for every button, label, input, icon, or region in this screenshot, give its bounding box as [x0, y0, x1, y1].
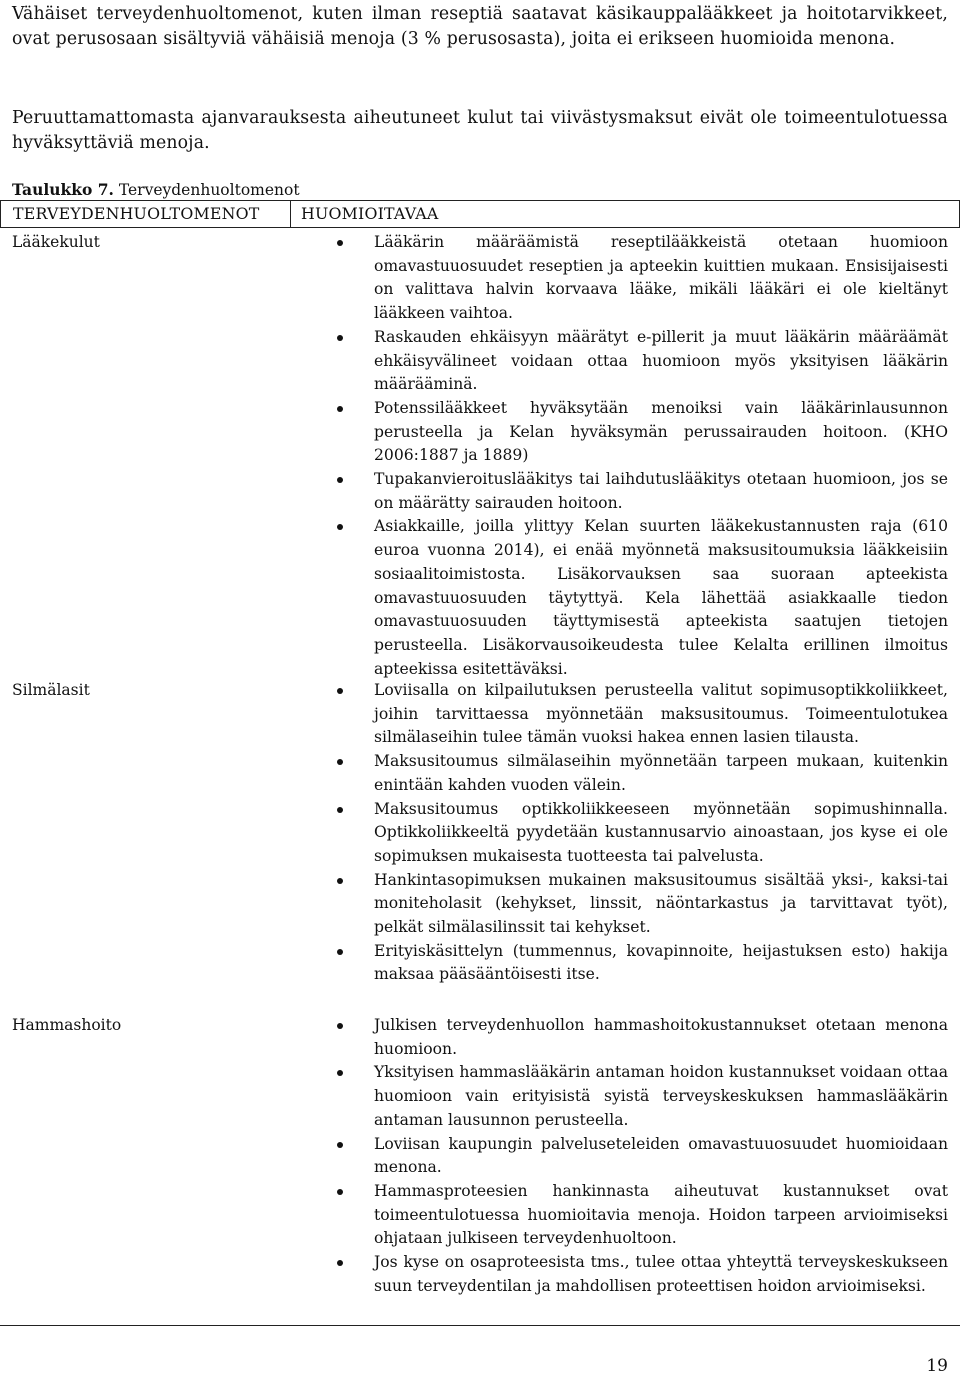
intro-paragraph-1: Vähäiset terveydenhuoltomenot, kuten ilman reseptiä saatavat käsikauppalääkkeet ja hoitotarvikkeet, ovat perusosaan sisältyviä vähäisiä menoja (3 % perusosasta), joita ei erikseen huomioida menona.	[12, 4, 948, 49]
list-item-text: Asiakkaille, joilla ylittyy Kelan suurten lääkekustannusten raja (610 euroa vuonna 2014), ei enää myönnetä maksusitoumuksia lääkkeisiin sosiaalitoimistosta. Lisäkorvauksen saa suoraan apteekista omavastuuosuuden täytyttyä. Kela lähettää asiakkaalle tiedon omavastuuosuuden täyttymisestä apteekista saatujen tietojen perusteella. Lisäkorvausoikeudesta tulee Kelalta erillinen ilmoitus apteekissa esitettäväksi.	[374, 517, 948, 678]
medicine-notes-list	[320, 231, 948, 681]
category-glasses: Silmälasit	[12, 681, 90, 699]
list-item	[320, 397, 948, 468]
bullet-icon	[337, 878, 343, 884]
intro-paragraph-2: Peruuttamattomasta ajanvarauksesta aiheutuneet kulut tai viivästysmaksut eivät ole toimeentulotuessa hyväksyttäviä menoja.	[12, 108, 948, 153]
list-item	[320, 869, 948, 940]
page-number: 19	[926, 1356, 948, 1376]
bullet-icon	[337, 477, 343, 483]
bullet-icon	[337, 1260, 343, 1266]
list-item	[320, 1014, 948, 1061]
bullet-icon	[337, 1023, 343, 1029]
list-item-text: Loviisalla on kilpailutuksen perusteella valitut sopimusoptikkoliikkeet, joihin tarvittaessa myönnetään maksusitoumus. Toimeentulotukea silmälaseihin tulee tämän vuoksi hakea ennen lasien tilausta.	[374, 681, 948, 747]
table-header-notes: HUOMIOITAVAA	[291, 201, 960, 227]
bullet-icon	[337, 807, 343, 813]
list-item	[320, 679, 948, 750]
bullet-icon	[337, 759, 343, 765]
list-item-text: Hammasproteesien hankinnasta aiheutuvat kustannukset ovat toimeentulotuessa huomioitavia menoja. Hoidon tarpeen arvioimiseksi ohjataan julkiseen terveydenhuoltoon.	[374, 1181, 948, 1248]
bullet-icon	[337, 1189, 343, 1195]
list-item	[320, 750, 948, 797]
bullet-icon	[337, 524, 343, 530]
category-dental: Hammashoito	[12, 1016, 122, 1034]
list-item-text: Erityiskäsittelyn (tummennus, kovapinnoite, heijastuksen esto) hakija maksaa pääsääntöisesti itse.	[374, 941, 948, 984]
list-item-text: Maksusitoumus silmälaseihin myönnetään tarpeen mukaan, kuitenkin enintään kahden vuoden välein.	[374, 752, 948, 794]
list-item-text: Hankintasopimuksen mukainen maksusitoumus sisältää yksi-, kaksi-tai moniteholasit (kehykset, linssit, näöntarkastus ja tarvittavat työt), pelkät silmälasilinssit tai kehykset.	[374, 870, 948, 937]
list-item-text: Loviisan kaupungin palveluseteleiden omavastuuosuudet huomioidaan menona.	[374, 1134, 948, 1177]
list-item	[320, 798, 948, 869]
list-item	[320, 326, 948, 397]
bullet-icon	[337, 406, 343, 412]
table-caption-text: Terveydenhuoltomenot	[113, 181, 300, 199]
list-item	[320, 1180, 948, 1251]
list-item	[320, 1061, 948, 1132]
list-item-text: Lääkärin määräämistä reseptilääkkeistä otetaan huomioon omavastuuosuudet reseptien ja apteekin kuittien mukaan. Ensisijaisesti on valittava halvin korvaava lääke, mikäli lääkäri ei ole kieltänyt lääkkeen vaihtoa.	[374, 233, 948, 323]
bullet-icon	[337, 1142, 343, 1148]
list-item	[320, 231, 948, 326]
bullet-icon	[337, 1070, 343, 1076]
bullet-icon	[337, 949, 343, 955]
list-item-text: Potenssilääkkeet hyväksytään menoiksi vain lääkärinlausunnon perusteella ja Kelan hyväksymän perussairauden hoitoon. (KHO 2006:1887 ja 1889)	[374, 398, 948, 465]
table-caption	[12, 180, 300, 200]
table-caption-label: Taulukko 7.	[12, 180, 114, 199]
list-item	[320, 940, 948, 987]
list-item	[320, 515, 948, 681]
list-item-text: Raskauden ehkäisyyn määrätyt e-pillerit ja muut lääkärin määräämät ehkäisyvälineet voidaan ottaa huomioon myös yksityisen lääkärin määrääminä.	[374, 327, 948, 394]
list-item-text: Yksityisen hammaslääkärin antaman hoidon kustannukset voidaan ottaa huomioon vain erityisistä syistä terveyskeskuksen hammaslääkärin antaman lausunnon perusteella.	[374, 1063, 948, 1129]
bullet-icon	[337, 240, 343, 246]
list-item	[320, 468, 948, 515]
table-header-category: TERVEYDENHUOLTOMENOT	[0, 201, 291, 227]
health-costs-table	[0, 200, 960, 1326]
category-medicine: Lääkekulut	[12, 233, 100, 251]
list-item-text: Maksusitoumus optikkoliikkeeseen myönnetään sopimushinnalla. Optikkoliikkeeltä pyydetään kustannusarvio ainoastaan, jos kyse ei ole sopimuksen mukaisesta tuotteesta tai palvelusta.	[374, 799, 948, 865]
list-item-text: Tupakanvieroituslääkitys tai laihdutuslääkitys otetaan huomioon, jos se on määrätty sairauden hoitoon.	[374, 470, 948, 512]
list-item-text: Jos kyse on osaproteesista tms., tulee ottaa yhteyttä terveyskeskukseen suun terveydentilan ja mahdollisen proteettisen hoidon arvioimiseksi.	[374, 1253, 948, 1295]
header-divider	[0, 227, 960, 228]
glasses-notes-list	[320, 679, 948, 987]
bullet-icon	[337, 688, 343, 694]
list-item-text: Julkisen terveydenhuollon hammashoitokustannukset otetaan menona huomioon.	[374, 1016, 948, 1058]
list-item	[320, 1251, 948, 1298]
dental-notes-list	[320, 1014, 948, 1298]
bullet-icon	[337, 335, 343, 341]
list-item	[320, 1133, 948, 1180]
